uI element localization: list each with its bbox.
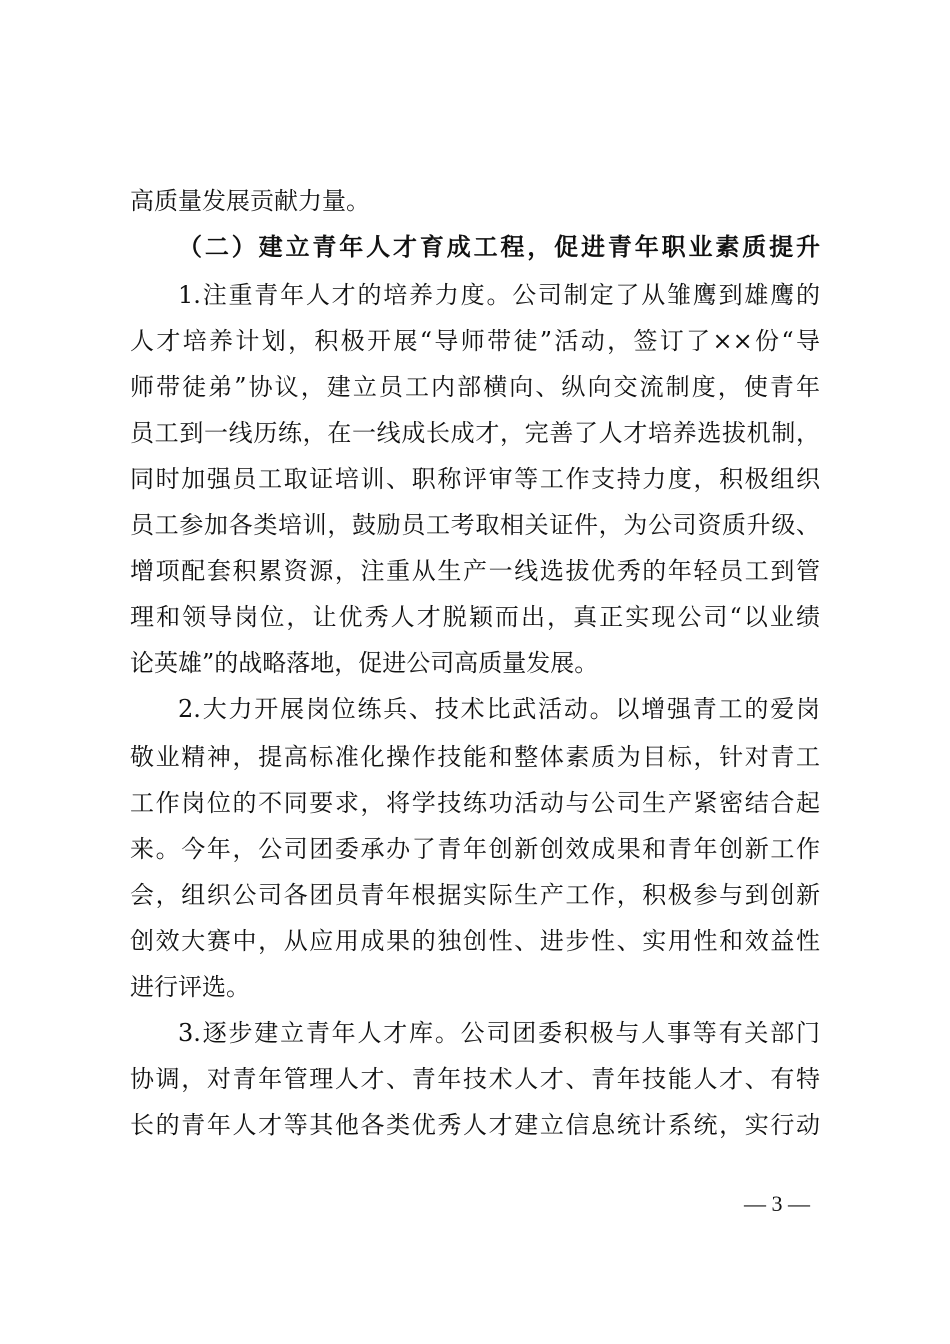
text-line: 员工到一线历练，在一线成长成才，完善了人才培养选拔机制，: [130, 419, 820, 447]
text-line: 2.大力开展岗位练兵、技术比武活动。以增强青工的爱岗: [178, 695, 820, 723]
text-line: 员工参加各类培训，鼓励员工考取相关证件，为公司资质升级、: [130, 511, 820, 539]
text-line: 同时加强员工取证培训、职称评审等工作支持力度，积极组织: [130, 465, 820, 493]
text-line: 来。今年，公司团委承办了青年创新创效成果和青年创新工作: [130, 835, 820, 863]
text-line: 协调，对青年管理人才、青年技术人才、青年技能人才、有特: [130, 1065, 820, 1093]
section-heading: （二）建立青年人才育成工程，促进青年职业素质提升: [178, 232, 820, 261]
text-line: 工作岗位的不同要求，将学技练功活动与公司生产紧密结合起: [130, 789, 820, 817]
page-number: — 3 —: [744, 1191, 810, 1216]
text-line: 理和领导岗位，让优秀人才脱颖而出，真正实现公司“以业绩: [130, 603, 820, 631]
text-line: 1.注重青年人才的培养力度。公司制定了从雏鹰到雄鹰的: [178, 281, 820, 309]
text-line: 师带徒弟”协议，建立员工内部横向、纵向交流制度，使青年: [130, 373, 820, 401]
text-line: 3.逐步建立青年人才库。公司团委积极与人事等有关部门: [178, 1019, 820, 1047]
text-line: 创效大赛中，从应用成果的独创性、进步性、实用性和效益性: [130, 927, 820, 955]
text-line: 敬业精神，提高标准化操作技能和整体素质为目标，针对青工: [130, 743, 820, 771]
text-line: 论英雄”的战略落地，促进公司高质量发展。: [130, 649, 599, 677]
text-line: 会，组织公司各团员青年根据实际生产工作，积极参与到创新: [130, 881, 820, 909]
text-line: 高质量发展贡献力量。: [130, 187, 370, 215]
text-line: 人才培养计划，积极开展“导师带徒”活动，签订了××份“导: [130, 327, 820, 355]
text-line: 增项配套积累资源，注重从生产一线选拔优秀的年轻员工到管: [130, 557, 820, 585]
text-line: 长的青年人才等其他各类优秀人才建立信息统计系统，实行动: [130, 1111, 820, 1139]
text-line: 进行评选。: [130, 973, 250, 1001]
